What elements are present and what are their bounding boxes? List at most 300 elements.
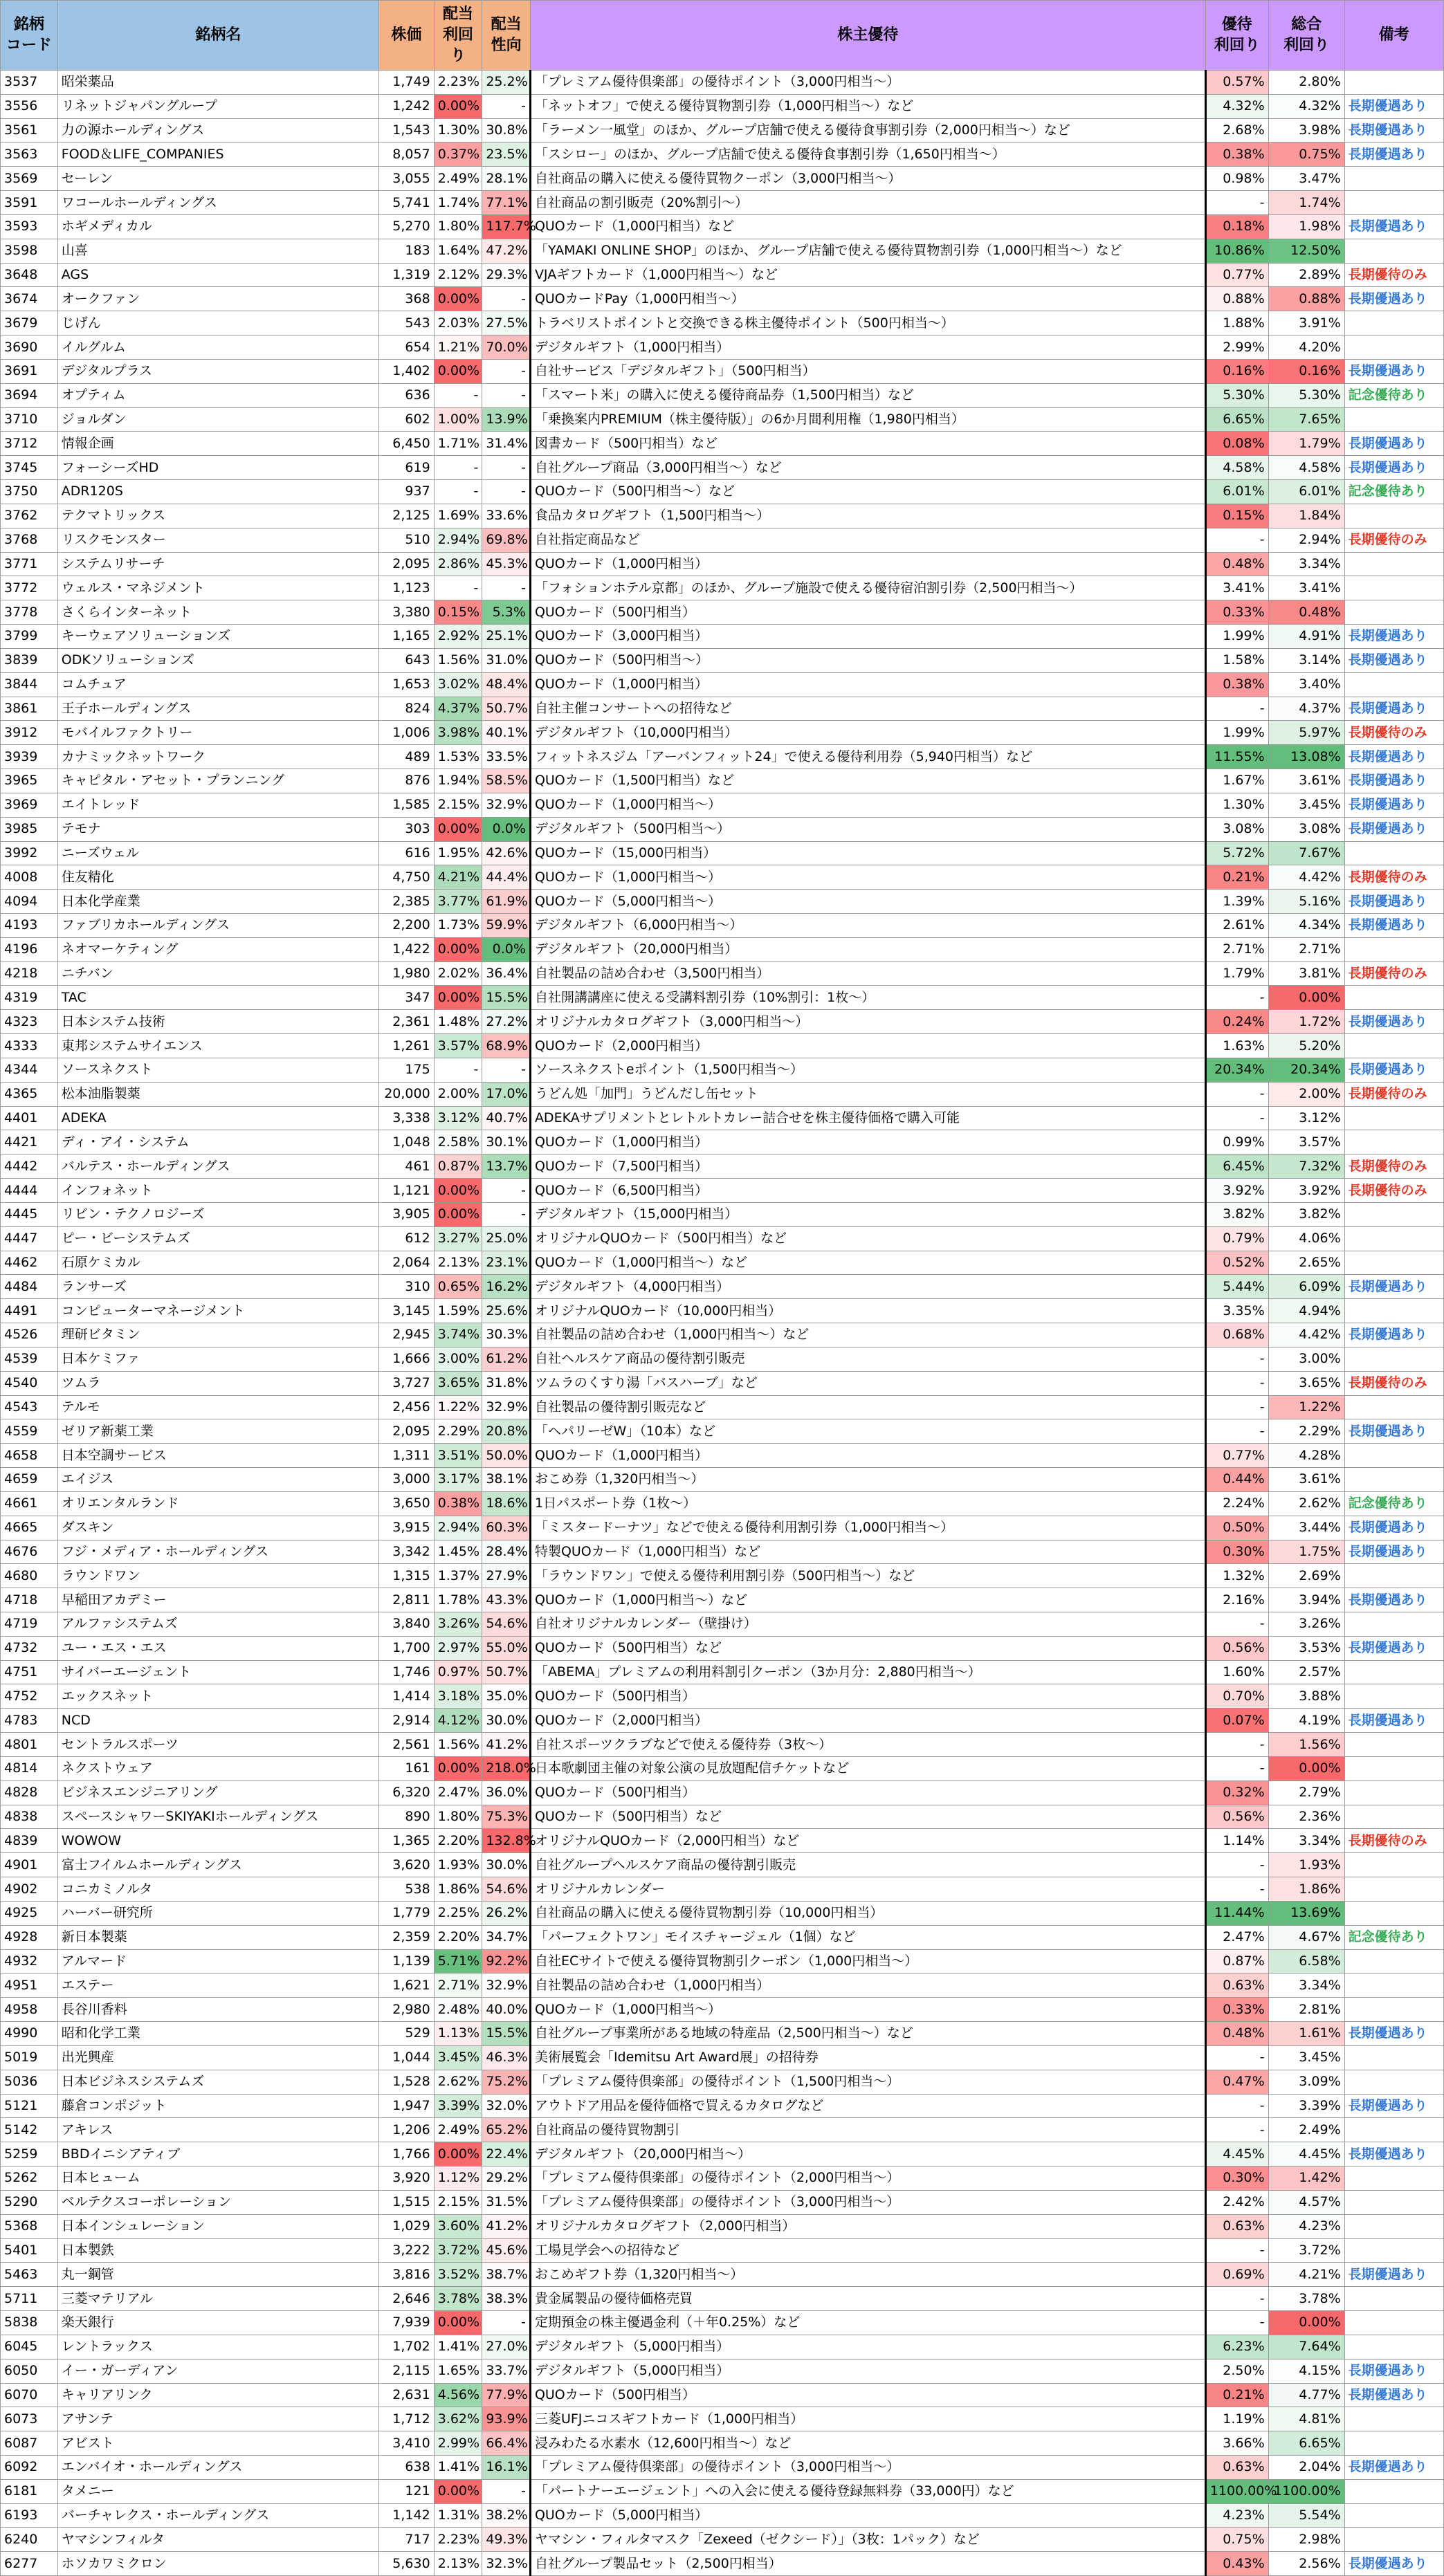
payout-ratio: - xyxy=(482,480,531,504)
benefit-description: 貴金属製品の優待価格売買 xyxy=(530,2287,1205,2311)
total-yield: 3.91% xyxy=(1268,311,1344,335)
stock-code: 4333 xyxy=(1,1034,58,1058)
stock-name: エステー xyxy=(57,1974,378,1998)
benefit-description: デジタルギフト（6,000円相当～） xyxy=(530,913,1205,937)
table-row xyxy=(1,1082,1444,1106)
benefit-yield: 6.65% xyxy=(1205,407,1268,432)
dividend-yield: 1.93% xyxy=(434,1853,482,1877)
benefit-description: おこめギフト券（1,320円相当～） xyxy=(530,2263,1205,2287)
benefit-description: 食品カタログギフト（1,500円相当～） xyxy=(530,504,1205,528)
benefit-yield: 5.30% xyxy=(1205,383,1268,407)
table-row xyxy=(1,1299,1444,1323)
stock-code: 3799 xyxy=(1,625,58,649)
payout-ratio: 25.6% xyxy=(482,1299,531,1323)
payout-ratio: 32.9% xyxy=(482,793,531,817)
total-yield: 1.98% xyxy=(1268,214,1344,239)
dividend-yield: 2.92% xyxy=(434,625,482,649)
table-row xyxy=(1,1371,1444,1395)
benefit-description: QUOカード（500円相当） xyxy=(530,1684,1205,1709)
benefit-yield: 0.38% xyxy=(1205,672,1268,697)
dividend-yield: 1.64% xyxy=(434,239,482,263)
note-badge: 記念優待あり xyxy=(1344,480,1443,504)
stock-code: 5401 xyxy=(1,2238,58,2263)
stock-name: ソースネクスト xyxy=(57,1058,378,1082)
dividend-yield: - xyxy=(434,1058,482,1082)
table-row xyxy=(1,504,1444,528)
table-row xyxy=(1,2503,1444,2528)
total-yield: 3.82% xyxy=(1268,1202,1344,1226)
note-badge xyxy=(1344,1781,1443,1805)
dividend-yield: 0.00% xyxy=(434,937,482,962)
note-badge: 長期優待のみ xyxy=(1344,721,1443,745)
benefit-yield: - xyxy=(1205,2311,1268,2335)
stock-code: 3674 xyxy=(1,287,58,311)
benefit-description: QUOカード（3,000円相当） xyxy=(530,625,1205,649)
note-badge xyxy=(1344,1395,1443,1419)
stock-name: アルマード xyxy=(57,1949,378,1974)
payout-ratio: 27.2% xyxy=(482,1010,531,1034)
dividend-yield: 1.53% xyxy=(434,745,482,769)
total-yield: 0.00% xyxy=(1268,2311,1344,2335)
note-badge: 長期優遇あり xyxy=(1344,118,1443,142)
benefit-yield: 1.32% xyxy=(1205,1564,1268,1588)
stock-price: 2,646 xyxy=(378,2287,434,2311)
stock-name: 山喜 xyxy=(57,239,378,263)
table-row xyxy=(1,167,1444,191)
benefit-description: 自社指定商品など xyxy=(530,528,1205,552)
benefit-yield: 0.38% xyxy=(1205,142,1268,167)
stock-price: 3,915 xyxy=(378,1516,434,1540)
stock-code: 6070 xyxy=(1,2383,58,2407)
payout-ratio: 13.7% xyxy=(482,1154,531,1179)
stock-price: 3,816 xyxy=(378,2263,434,2287)
total-yield: 20.34% xyxy=(1268,1058,1344,1082)
stock-price: 1,165 xyxy=(378,625,434,649)
total-yield: 4.45% xyxy=(1268,2142,1344,2166)
note-badge: 長期優待のみ xyxy=(1344,1371,1443,1395)
note-badge xyxy=(1344,2190,1443,2214)
benefit-yield: 6.45% xyxy=(1205,1154,1268,1179)
payout-ratio: 0.0% xyxy=(482,937,531,962)
note-badge xyxy=(1344,311,1443,335)
stock-code: 4323 xyxy=(1,1010,58,1034)
stock-price: 1,702 xyxy=(378,2335,434,2359)
stock-name: 力の源ホールディングス xyxy=(57,118,378,142)
benefit-yield: 0.77% xyxy=(1205,1444,1268,1468)
table-row xyxy=(1,600,1444,625)
note-badge: 長期優遇あり xyxy=(1344,359,1443,383)
stock-code: 4196 xyxy=(1,937,58,962)
table-row xyxy=(1,841,1444,865)
stock-code: 4928 xyxy=(1,1925,58,1949)
benefit-description: QUOカード（5,000円相当～） xyxy=(530,890,1205,914)
stock-name: 石原ケミカル xyxy=(57,1251,378,1275)
stock-name: アルファシステムズ xyxy=(57,1612,378,1637)
stock-name: モバイルファクトリー xyxy=(57,721,378,745)
dividend-yield: 4.12% xyxy=(434,1709,482,1733)
stock-name: イー・ガーディアン xyxy=(57,2359,378,2383)
note-badge xyxy=(1344,335,1443,360)
benefit-description: 自社商品の割引販売（20%割引～） xyxy=(530,191,1205,215)
benefit-description: 自社グループ事業所がある地域の特産品（2,500円相当～）など xyxy=(530,2022,1205,2046)
dividend-yield: 0.97% xyxy=(434,1660,482,1684)
stock-price: 543 xyxy=(378,311,434,335)
stock-name: オプティム xyxy=(57,383,378,407)
total-yield: 6.65% xyxy=(1268,2431,1344,2456)
table-row xyxy=(1,1106,1444,1130)
note-badge: 長期優待のみ xyxy=(1344,528,1443,552)
stock-code: 4491 xyxy=(1,1299,58,1323)
dividend-yield: 1.21% xyxy=(434,335,482,360)
payout-ratio: 68.9% xyxy=(482,1034,531,1058)
benefit-yield: 0.43% xyxy=(1205,2552,1268,2576)
payout-ratio: 42.6% xyxy=(482,841,531,865)
stock-name: エイトレッド xyxy=(57,793,378,817)
stock-name: ダスキン xyxy=(57,1516,378,1540)
table-row xyxy=(1,1805,1444,1829)
dividend-yield: 3.51% xyxy=(434,1444,482,1468)
dividend-yield: 3.18% xyxy=(434,1684,482,1709)
stock-code: 3985 xyxy=(1,817,58,841)
benefit-yield: 3.82% xyxy=(1205,1202,1268,1226)
payout-ratio: 47.2% xyxy=(482,239,531,263)
payout-ratio: 29.2% xyxy=(482,2166,531,2191)
total-yield: 0.00% xyxy=(1268,1756,1344,1781)
benefit-description: QUOカード（500円相当） xyxy=(530,600,1205,625)
total-yield: 4.67% xyxy=(1268,1925,1344,1949)
note-badge: 長期優待のみ xyxy=(1344,1082,1443,1106)
stock-name: テクマトリックス xyxy=(57,504,378,528)
stock-price: 5,270 xyxy=(378,214,434,239)
stock-price: 1,365 xyxy=(378,1829,434,1853)
dividend-yield: 2.13% xyxy=(434,1251,482,1275)
table-row xyxy=(1,2190,1444,2214)
table-row xyxy=(1,263,1444,287)
stock-price: 1,044 xyxy=(378,2045,434,2070)
benefit-yield: 0.63% xyxy=(1205,2214,1268,2238)
benefit-yield: 0.16% xyxy=(1205,359,1268,383)
stock-name: 住友精化 xyxy=(57,865,378,890)
stock-price: 161 xyxy=(378,1756,434,1781)
benefit-description: QUOカード（15,000円相当） xyxy=(530,841,1205,865)
stock-price: 1,779 xyxy=(378,1901,434,1925)
benefit-description: 自社商品の購入に使える優待買物クーポン（3,000円相当～） xyxy=(530,167,1205,191)
dividend-yield: 1.80% xyxy=(434,1805,482,1829)
benefit-yield: 2.16% xyxy=(1205,1588,1268,1612)
benefit-description: トラベリストポイントと交換できる株主優待ポイント（500円相当～） xyxy=(530,311,1205,335)
benefit-yield: 0.32% xyxy=(1205,1781,1268,1805)
stock-code: 3593 xyxy=(1,214,58,239)
payout-ratio: 31.5% xyxy=(482,2190,531,2214)
stock-code: 3844 xyxy=(1,672,58,697)
stock-price: 368 xyxy=(378,287,434,311)
dividend-yield: 4.56% xyxy=(434,2383,482,2407)
total-yield: 3.34% xyxy=(1268,552,1344,576)
payout-ratio: 54.6% xyxy=(482,1877,531,1902)
note-badge xyxy=(1344,2407,1443,2431)
note-badge: 長期優遇あり xyxy=(1344,1588,1443,1612)
benefit-yield: 0.30% xyxy=(1205,2166,1268,2191)
total-yield: 3.94% xyxy=(1268,1588,1344,1612)
stock-price: 7,939 xyxy=(378,2311,434,2335)
dividend-yield: 5.71% xyxy=(434,1949,482,1974)
stock-code: 5121 xyxy=(1,2094,58,2118)
note-badge xyxy=(1344,1853,1443,1877)
dividend-yield: 3.17% xyxy=(434,1468,482,1492)
table-row xyxy=(1,937,1444,962)
table-row xyxy=(1,1323,1444,1347)
benefit-yield: - xyxy=(1205,2045,1268,2070)
note-badge xyxy=(1344,1733,1443,1757)
table-row xyxy=(1,1612,1444,1637)
total-yield: 5.30% xyxy=(1268,383,1344,407)
benefit-description: QUOカード（2,000円相当） xyxy=(530,1709,1205,1733)
payout-ratio: 60.3% xyxy=(482,1516,531,1540)
benefit-description: 「スシロー」のほか、グループ店舗で使える優待食事割引券（1,650円相当～） xyxy=(530,142,1205,167)
benefit-yield: 3.92% xyxy=(1205,1179,1268,1203)
benefit-yield: 2.71% xyxy=(1205,937,1268,962)
benefit-yield: 0.07% xyxy=(1205,1709,1268,1733)
payout-ratio: 40.7% xyxy=(482,1106,531,1130)
total-yield: 3.65% xyxy=(1268,1371,1344,1395)
benefit-description: オリジナルQUOカード（10,000円相当） xyxy=(530,1299,1205,1323)
stock-code: 4319 xyxy=(1,986,58,1010)
table-row xyxy=(1,1877,1444,1902)
total-yield: 4.28% xyxy=(1268,1444,1344,1468)
benefit-description: ADEKAサプリメントとレトルトカレー詰合せを株主優待価格で購入可能 xyxy=(530,1106,1205,1130)
table-row xyxy=(1,2118,1444,2142)
payout-ratio: 32.3% xyxy=(482,2552,531,2576)
benefit-yield: 0.30% xyxy=(1205,1540,1268,1564)
benefit-yield: 0.98% xyxy=(1205,167,1268,191)
benefit-yield: - xyxy=(1205,1756,1268,1781)
note-badge: 長期優遇あり xyxy=(1344,2552,1443,2576)
note-badge xyxy=(1344,841,1443,865)
note-badge xyxy=(1344,1949,1443,1974)
note-badge: 長期優遇あり xyxy=(1344,2383,1443,2407)
benefit-description: 「スマート米」の購入に使える優待商品券（1,500円相当）など xyxy=(530,383,1205,407)
payout-ratio: 30.8% xyxy=(482,118,531,142)
payout-ratio: 20.8% xyxy=(482,1419,531,1444)
total-yield: 1.74% xyxy=(1268,191,1344,215)
payout-ratio: 36.0% xyxy=(482,1781,531,1805)
benefit-yield: 3.41% xyxy=(1205,576,1268,600)
stock-price: 310 xyxy=(378,1275,434,1299)
note-badge xyxy=(1344,986,1443,1010)
dividend-yield: 1.45% xyxy=(434,1540,482,1564)
payout-ratio: - xyxy=(482,1058,531,1082)
stock-name: 長谷川香料 xyxy=(57,1998,378,2022)
table-row xyxy=(1,1468,1444,1492)
payout-ratio: 33.6% xyxy=(482,504,531,528)
stock-price: 6,450 xyxy=(378,432,434,456)
benefit-yield: 1.99% xyxy=(1205,721,1268,745)
stock-name: ウェルス・マネジメント xyxy=(57,576,378,600)
stock-name: 王子ホールディングス xyxy=(57,697,378,721)
table-row xyxy=(1,94,1444,118)
stock-code: 4540 xyxy=(1,1371,58,1395)
note-badge: 長期優遇あり xyxy=(1344,2359,1443,2383)
benefit-yield: 1.99% xyxy=(1205,625,1268,649)
total-yield: 1.56% xyxy=(1268,1733,1344,1757)
stock-code: 3992 xyxy=(1,841,58,865)
note-badge: 記念優待あり xyxy=(1344,383,1443,407)
note-badge: 長期優遇あり xyxy=(1344,625,1443,649)
benefit-yield: 0.08% xyxy=(1205,432,1268,456)
benefit-yield: - xyxy=(1205,191,1268,215)
stock-price: 3,380 xyxy=(378,600,434,625)
dividend-yield: 1.71% xyxy=(434,432,482,456)
stock-price: 619 xyxy=(378,456,434,480)
stock-code: 6193 xyxy=(1,2503,58,2528)
stock-code: 4828 xyxy=(1,1781,58,1805)
stock-name: ツムラ xyxy=(57,1371,378,1395)
dividend-yield: 1.13% xyxy=(434,2022,482,2046)
stock-name: ピー・ビーシステムズ xyxy=(57,1226,378,1251)
total-yield: 3.98% xyxy=(1268,118,1344,142)
stock-code: 5036 xyxy=(1,2070,58,2094)
table-row xyxy=(1,1588,1444,1612)
benefit-yield: 2.50% xyxy=(1205,2359,1268,2383)
stock-price: 3,620 xyxy=(378,1853,434,1877)
benefit-yield: 0.33% xyxy=(1205,600,1268,625)
note-badge xyxy=(1344,1202,1443,1226)
stock-price: 2,200 xyxy=(378,913,434,937)
table-row xyxy=(1,1925,1444,1949)
dividend-yield: 3.74% xyxy=(434,1323,482,1347)
benefit-yield: - xyxy=(1205,1612,1268,1637)
stock-code: 4659 xyxy=(1,1468,58,1492)
benefit-description: QUOカード（1,000円相当～） xyxy=(530,1998,1205,2022)
benefit-description: QUOカード（1,000円相当） xyxy=(530,1444,1205,1468)
dividend-yield: 1.78% xyxy=(434,1588,482,1612)
stock-name: WOWOW xyxy=(57,1829,378,1853)
stock-code: 3563 xyxy=(1,142,58,167)
stock-code: 4719 xyxy=(1,1612,58,1637)
benefit-yield: 1.67% xyxy=(1205,769,1268,793)
payout-ratio: 27.0% xyxy=(482,2335,531,2359)
table-row xyxy=(1,383,1444,407)
stock-code: 5711 xyxy=(1,2287,58,2311)
total-yield: 12.50% xyxy=(1268,239,1344,263)
stock-name: FOOD＆LIFE_COMPANIES xyxy=(57,142,378,167)
stock-code: 4814 xyxy=(1,1756,58,1781)
benefit-description: QUOカード（6,500円相当） xyxy=(530,1179,1205,1203)
total-yield: 1.93% xyxy=(1268,1853,1344,1877)
payout-ratio: 25.1% xyxy=(482,625,531,649)
stock-price: 3,410 xyxy=(378,2431,434,2456)
total-yield: 5.20% xyxy=(1268,1034,1344,1058)
stock-code: 3939 xyxy=(1,745,58,769)
benefit-description: 自社商品の優待買物割引 xyxy=(530,2118,1205,2142)
payout-ratio: 49.3% xyxy=(482,2528,531,2552)
dividend-yield: 1.31% xyxy=(434,2503,482,2528)
total-yield: 2.57% xyxy=(1268,1660,1344,1684)
stock-price: 1,139 xyxy=(378,1949,434,1974)
total-yield: 3.40% xyxy=(1268,672,1344,697)
total-yield: 3.34% xyxy=(1268,1974,1344,1998)
dividend-yield: 2.25% xyxy=(434,1901,482,1925)
stock-code: 4344 xyxy=(1,1058,58,1082)
table-row xyxy=(1,2214,1444,2238)
header-name: 銘柄名 xyxy=(57,1,378,71)
table-row xyxy=(1,1781,1444,1805)
note-badge xyxy=(1344,1684,1443,1709)
stock-price: 638 xyxy=(378,2455,434,2479)
dividend-yield: 2.99% xyxy=(434,2431,482,2456)
stock-name: デジタルプラス xyxy=(57,359,378,383)
table-row xyxy=(1,2311,1444,2335)
total-yield: 2.79% xyxy=(1268,1781,1344,1805)
payout-ratio: 61.2% xyxy=(482,1347,531,1371)
benefit-yield: 0.52% xyxy=(1205,1251,1268,1275)
stock-price: 6,320 xyxy=(378,1781,434,1805)
payout-ratio: 38.1% xyxy=(482,1468,531,1492)
total-yield: 4.37% xyxy=(1268,697,1344,721)
table-row xyxy=(1,432,1444,456)
stock-name: ワコールホールディングス xyxy=(57,191,378,215)
benefit-description: 「ミスタードーナツ」などで使える優待利用割引券（1,000円相当～） xyxy=(530,1516,1205,1540)
note-badge: 長期優遇あり xyxy=(1344,2263,1443,2287)
total-yield: 2.49% xyxy=(1268,2118,1344,2142)
stock-code: 5463 xyxy=(1,2263,58,2287)
benefit-yield: 20.34% xyxy=(1205,1058,1268,1082)
stock-price: 1,700 xyxy=(378,1636,434,1660)
stock-price: 616 xyxy=(378,841,434,865)
benefit-yield: 1.30% xyxy=(1205,793,1268,817)
stock-code: 3778 xyxy=(1,600,58,625)
benefit-description: うどん処「加門」うどんだし缶セット xyxy=(530,1082,1205,1106)
total-yield: 1100.00% xyxy=(1268,2479,1344,2503)
table-row xyxy=(1,1251,1444,1275)
total-yield: 7.64% xyxy=(1268,2335,1344,2359)
table-row xyxy=(1,1756,1444,1781)
stock-name: 早稲田アカデミー xyxy=(57,1588,378,1612)
stock-name: 日本ケミファ xyxy=(57,1347,378,1371)
table-row xyxy=(1,1154,1444,1179)
benefit-yield: - xyxy=(1205,1733,1268,1757)
note-badge xyxy=(1344,600,1443,625)
dividend-yield: 3.26% xyxy=(434,1612,482,1637)
payout-ratio: 15.5% xyxy=(482,986,531,1010)
note-badge: 長期優遇あり xyxy=(1344,1323,1443,1347)
note-badge xyxy=(1344,1901,1443,1925)
stock-name: 松本油脂製薬 xyxy=(57,1082,378,1106)
benefit-description: QUOカード（1,500円相当）など xyxy=(530,769,1205,793)
total-yield: 3.41% xyxy=(1268,576,1344,600)
benefit-yield: 1.14% xyxy=(1205,1829,1268,1853)
dividend-yield: 1.86% xyxy=(434,1877,482,1902)
benefit-yield: - xyxy=(1205,986,1268,1010)
total-yield: 6.09% xyxy=(1268,1275,1344,1299)
payout-ratio: 46.3% xyxy=(482,2045,531,2070)
stock-name: 日本空調サービス xyxy=(57,1444,378,1468)
payout-ratio: - xyxy=(482,287,531,311)
stock-name: アビスト xyxy=(57,2431,378,2456)
stock-name: ADEKA xyxy=(57,1106,378,1130)
stock-price: 1,543 xyxy=(378,118,434,142)
stock-price: 1,749 xyxy=(378,71,434,95)
total-yield: 4.21% xyxy=(1268,2263,1344,2287)
benefit-description: ソースネクストeポイント（1,500円相当～） xyxy=(530,1058,1205,1082)
note-badge: 長期優遇あり xyxy=(1344,2094,1443,2118)
note-badge: 長期優遇あり xyxy=(1344,1516,1443,1540)
stock-name: エックスネット xyxy=(57,1684,378,1709)
note-badge xyxy=(1344,2287,1443,2311)
benefit-description: オリジナルカタログギフト（3,000円相当～） xyxy=(530,1010,1205,1034)
note-badge: 長期優遇あり xyxy=(1344,2455,1443,2479)
table-row xyxy=(1,1491,1444,1516)
